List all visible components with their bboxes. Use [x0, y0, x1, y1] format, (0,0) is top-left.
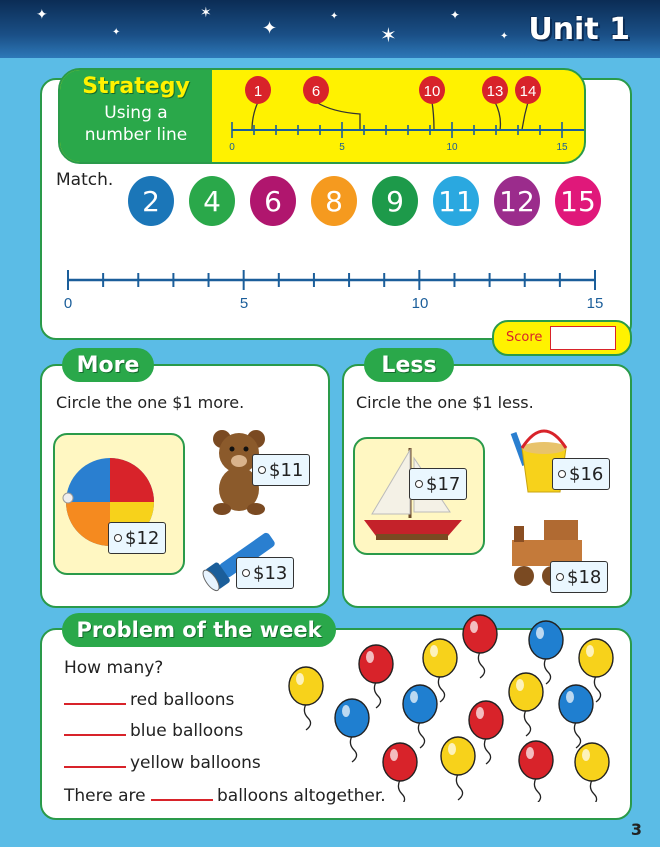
- balloon-icon: [559, 685, 593, 748]
- strategy-tab: [60, 70, 212, 162]
- balloon-icon: [509, 673, 543, 736]
- balloon-icon: [575, 743, 609, 802]
- more-instruction: Circle the one $1 more.: [56, 393, 245, 412]
- match-number-line: [52, 268, 612, 318]
- star-icon: ✦: [500, 31, 509, 42]
- problem-question: How many?: [64, 658, 164, 678]
- price-tag-train: $18: [550, 561, 608, 593]
- star-icon: ✦: [450, 8, 461, 22]
- less-tab: Less: [364, 348, 454, 382]
- less-instruction: Circle the one $1 less.: [356, 393, 534, 412]
- match-number-circle[interactable]: 2: [128, 176, 174, 226]
- red-balloons-line: [64, 690, 234, 710]
- blue-balloons-label: blue balloons: [130, 721, 244, 741]
- balloon-label: 10: [423, 83, 441, 100]
- score-input[interactable]: [550, 326, 616, 350]
- match-number-circle[interactable]: 11: [433, 176, 479, 226]
- balloon-icon: [441, 737, 475, 800]
- red-balloons-label: red balloons: [130, 690, 235, 710]
- balloon-label: 13: [486, 83, 504, 100]
- problem-tab: Problem of the week: [62, 613, 336, 647]
- price-tag-bear: $11: [252, 454, 310, 486]
- unit-title: Unit 1: [528, 12, 630, 47]
- balloon-label: 6: [311, 83, 321, 100]
- more-tab: More: [62, 348, 154, 382]
- star-icon: ✦: [262, 18, 278, 39]
- answer-blank-yellow[interactable]: [64, 766, 126, 768]
- answer-blank-red[interactable]: [64, 703, 126, 705]
- main-line: [68, 270, 595, 290]
- match-number-circle[interactable]: 9: [372, 176, 418, 226]
- total-suffix: balloons altogether.: [217, 786, 386, 806]
- match-number-circle[interactable]: 8: [311, 176, 357, 226]
- balloon-icon: [335, 699, 369, 762]
- balloon-icon: [463, 615, 497, 678]
- price-tag-boat: $17: [409, 468, 467, 500]
- star-icon: ✶: [200, 5, 212, 21]
- strategy-tick-label: 5: [339, 142, 345, 153]
- yellow-balloons-label: yellow balloons: [130, 753, 261, 773]
- answer-blank-total[interactable]: [151, 799, 213, 801]
- price-tag-flashlight: $13: [236, 557, 294, 589]
- price-tag-ball: $12: [108, 522, 166, 554]
- balloon-icon: [403, 685, 437, 748]
- strategy-line: [232, 122, 584, 138]
- answer-blank-blue[interactable]: [64, 734, 126, 736]
- balloon-label: 1: [253, 83, 263, 100]
- number-line-label: 15: [586, 295, 604, 312]
- yellow-balloons-line: [64, 753, 261, 773]
- number-line-label: 10: [411, 295, 429, 312]
- balloon-cluster: [280, 612, 620, 802]
- strategy-tick-label: 0: [229, 142, 235, 153]
- match-number-circle[interactable]: 15: [555, 176, 601, 226]
- star-icon: ✦: [330, 11, 339, 22]
- match-number-circle[interactable]: 4: [189, 176, 235, 226]
- strategy-tick-label: 10: [446, 142, 458, 153]
- star-icon: ✦: [36, 7, 48, 23]
- balloon-icon: [359, 645, 393, 708]
- page-number: 3: [630, 820, 642, 839]
- strategy-tick-label: 15: [556, 142, 568, 153]
- match-number-circle[interactable]: 12: [494, 176, 540, 226]
- balloon-label: 14: [519, 83, 537, 100]
- strategy-subtitle-line2: number line: [84, 125, 188, 145]
- number-line-label: 5: [239, 295, 249, 312]
- match-label: Match.: [56, 170, 114, 190]
- balloon-icon: [519, 741, 553, 802]
- blue-balloons-line: [64, 721, 243, 741]
- strategy-number-line: [212, 70, 584, 162]
- balloon-icon: [383, 743, 417, 802]
- match-number-circle[interactable]: 6: [250, 176, 296, 226]
- total-prefix: There are: [64, 786, 146, 806]
- strategy-banner: [58, 68, 586, 164]
- number-line-label: 0: [63, 295, 73, 312]
- strategy-title: Strategy: [82, 74, 190, 99]
- balloon-icon: [289, 667, 323, 730]
- strategy-subtitle-line1: Using a: [104, 103, 168, 123]
- price-tag-bucket: $16: [552, 458, 610, 490]
- score-label: Score: [506, 330, 543, 345]
- header-banner: [0, 0, 660, 58]
- strategy-subtitle: [60, 102, 212, 146]
- strategy-balloons: [245, 76, 541, 130]
- star-icon: ✦: [112, 27, 121, 38]
- star-icon: ✶: [380, 23, 397, 47]
- score-box: [492, 320, 632, 356]
